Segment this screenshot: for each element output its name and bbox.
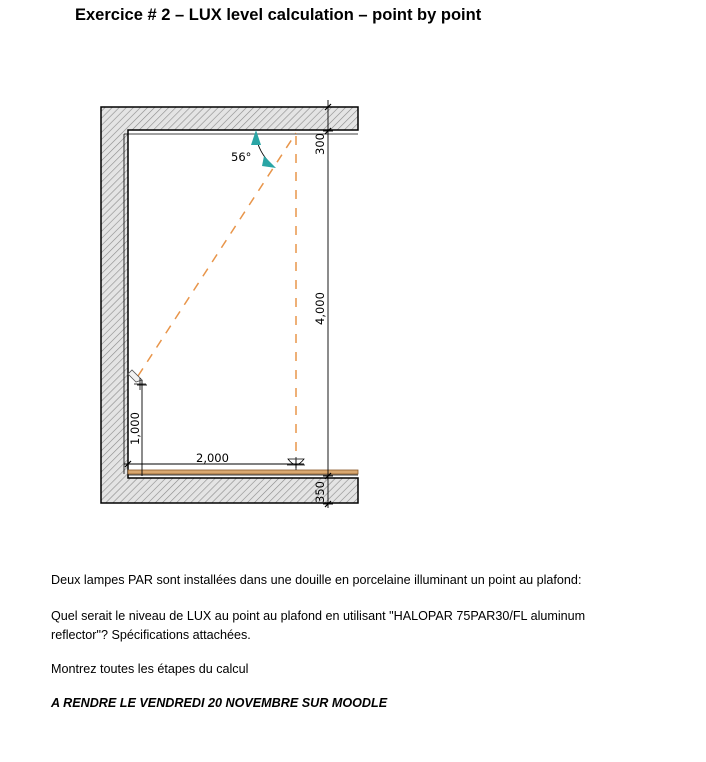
floor-finish	[128, 470, 358, 475]
dim-lamp-height: 1,000	[128, 412, 142, 445]
dim-horizontal-distance: 2,000	[196, 451, 229, 465]
dim-floor-thickness: 350	[313, 481, 327, 503]
arrow-diagonal-icon	[262, 156, 276, 168]
wall-lamp-icon	[128, 370, 146, 390]
angle-label: 56°	[231, 150, 252, 164]
arrow-up-icon	[251, 130, 261, 145]
question-paragraph: Quel serait le niveau de LUX au point au plafond en utilisant "HALOPAR 75PAR30/FL aluminum reflector"? Spécifications attachées.	[51, 609, 586, 642]
page-title: Exercice # 2 – LUX level calculation – point by point	[75, 6, 482, 24]
instruction-paragraph: Montrez toutes les étapes du calcul	[51, 662, 249, 676]
angle-marker	[251, 130, 276, 168]
dim-ceiling-thickness: 300	[313, 133, 327, 155]
dim-room-height: 4,000	[313, 292, 327, 325]
deadline-notice: A RENDRE LE VENDREDI 20 NOVEMBRE SUR MOODLE	[51, 696, 388, 710]
light-beam-line	[138, 133, 296, 376]
intro-paragraph: Deux lampes PAR sont installées dans une douille en porcelaine illuminant un point au plafond:	[51, 573, 582, 587]
